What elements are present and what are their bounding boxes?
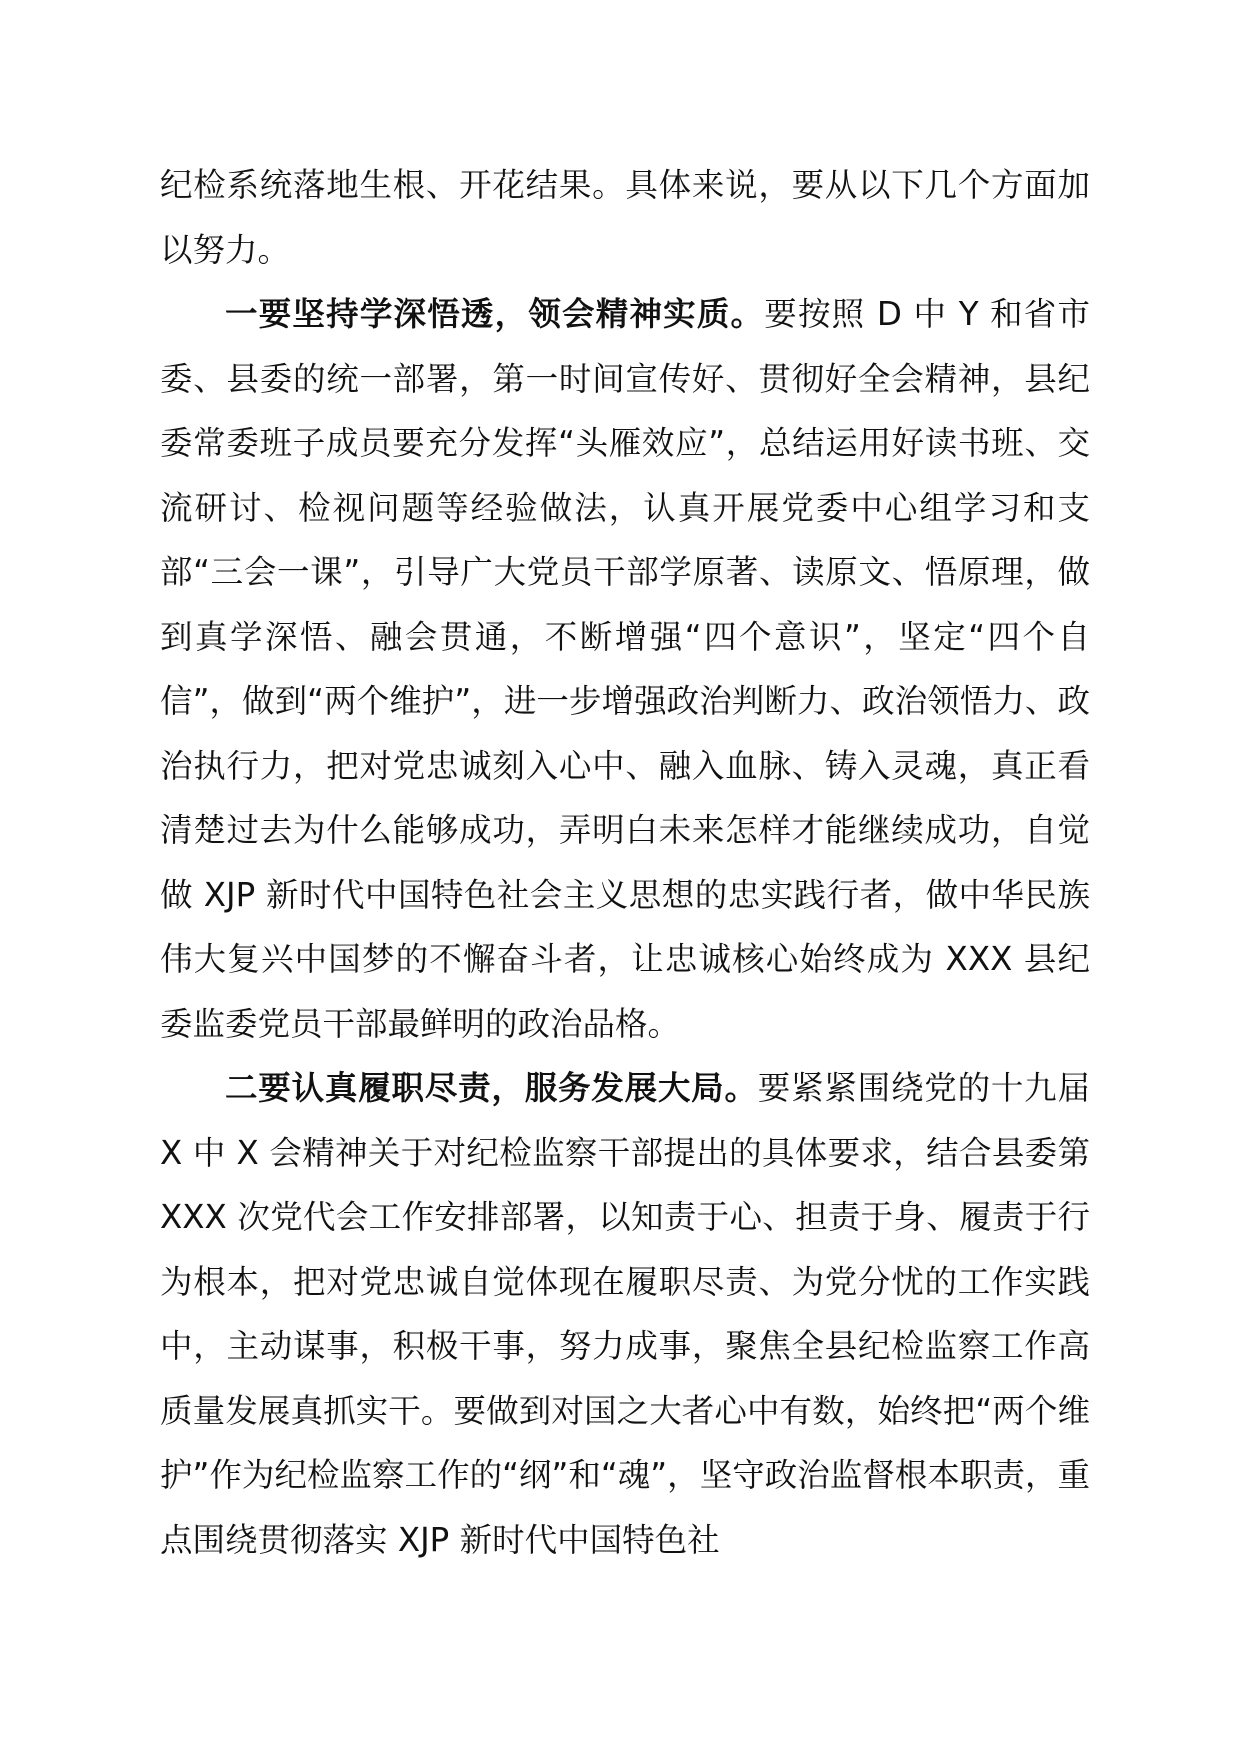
paragraph-text: 要按照 D 中 Y 和省市委、县委的统一部署，第一时间宣传好、贯彻好全会精神，县纪委常委班子成员要充分发挥“头雁效应”，总结运用好读书班、交流研讨、检视问题等经验做法，认真开展党委中心组学习和支部“三会一课”，引导广大党员干部学原著、读原文、悟原理，做到真学深悟、融会贯通，不断增强“四个意识”，坚定“四个自信”，做到“两个维护”，进一步增强政治判断力、政治领悟力、政治执行力，把对党忠诚刻入心中、融入血脉、铸入灵魂，真正看清楚过去为什么能够成功，弄明白未来怎样才能继续成功，自觉做 XJP 新时代中国特色社会主义思想的忠实践行者，做中华民族伟大复兴中国梦的不懈奋斗者，让忠诚核心始终成为 XXX 县纪委监委党员干部最鲜明的政治品格。 [160,295,1090,1043]
paragraph-text: 要紧紧围绕党的十九届 X 中 X 会精神关于对纪检监察干部提出的具体要求，结合县委第 XXX 次党代会工作安排部署，以知责于心、担责于身、履责于行为根本，把对党忠诚自觉体现在履职尽责、为党分忧的工作实践中，主动谋事，积极干事，努力成事，聚焦全县纪检监察工作高质量发展真抓实干。要做到对国之大者心中有数，始终把“两个维护”作为纪检监察工作的“纲”和“魂”，坚守政治监督根本职责，重点围绕贯彻落实 XJP 新时代中国特色社 [160,1069,1090,1559]
paragraph-point-one [160,282,1090,1056]
paragraph-point-two [160,1056,1090,1572]
paragraph-lead: 二要认真履职尽责，服务发展大局。 [225,1069,758,1107]
paragraph-lead: 一要坚持学深悟透，领会精神实质。 [225,295,765,333]
paragraph-continuation [160,153,1090,282]
document-page [160,153,1090,1572]
paragraph-text: 纪检系统落地生根、开花结果。具体来说，要从以下几个方面加以努力。 [160,166,1090,269]
